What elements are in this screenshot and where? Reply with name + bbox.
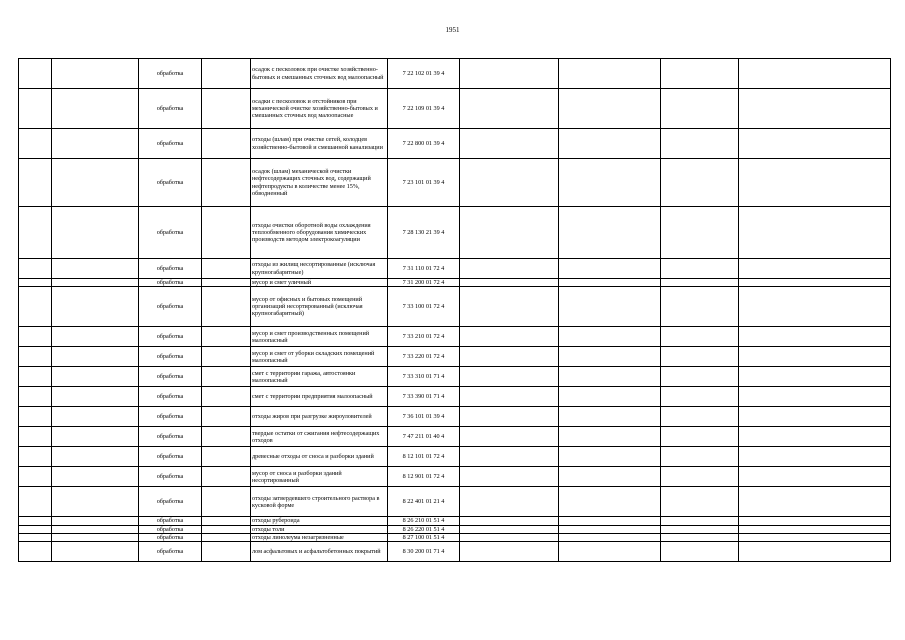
table-row [19, 387, 891, 407]
empty-cell [460, 447, 559, 467]
table-row [19, 347, 891, 367]
operation-cell: обработка [139, 487, 202, 517]
fkko-code-cell: 7 36 101 01 39 4 [388, 407, 460, 427]
empty-cell [460, 525, 559, 533]
fkko-code-cell: 8 26 210 01 51 4 [388, 517, 460, 525]
empty-cell [661, 487, 739, 517]
fkko-code-cell: 7 33 390 01 71 4 [388, 387, 460, 407]
empty-cell [559, 533, 661, 541]
empty-cell [202, 525, 251, 533]
empty-cell [661, 467, 739, 487]
waste-name-cell: отходы толи [251, 525, 388, 533]
empty-cell [19, 327, 52, 347]
table-row [19, 467, 891, 487]
waste-name-cell: отходы жиров при разгрузке жироуловителей [251, 407, 388, 427]
empty-cell [460, 347, 559, 367]
table-row [19, 447, 891, 467]
empty-cell [559, 159, 661, 207]
empty-cell [52, 533, 139, 541]
empty-cell [460, 467, 559, 487]
empty-cell [52, 517, 139, 525]
empty-cell [661, 159, 739, 207]
empty-cell [739, 467, 891, 487]
waste-name-cell: смет с территории предприятия малоопасный [251, 387, 388, 407]
operation-cell: обработка [139, 327, 202, 347]
table-row [19, 207, 891, 259]
empty-cell [661, 517, 739, 525]
empty-cell [460, 287, 559, 327]
empty-cell [19, 129, 52, 159]
operation-cell: обработка [139, 407, 202, 427]
empty-cell [739, 89, 891, 129]
operation-cell: обработка [139, 129, 202, 159]
empty-cell [739, 129, 891, 159]
empty-cell [739, 517, 891, 525]
empty-cell [559, 525, 661, 533]
empty-cell [460, 387, 559, 407]
empty-cell [661, 533, 739, 541]
empty-cell [460, 59, 559, 89]
table-row [19, 407, 891, 427]
empty-cell [52, 89, 139, 129]
waste-name-cell: осадок (шлам) механической очистки нефтесодержащих сточных вод, содержащий нефтепродукты в количестве менее 15%, обводненный [251, 159, 388, 207]
empty-cell [52, 279, 139, 287]
empty-cell [202, 487, 251, 517]
table-row [19, 517, 891, 525]
table-row [19, 129, 891, 159]
empty-cell [739, 542, 891, 562]
empty-cell [661, 407, 739, 427]
table-row [19, 279, 891, 287]
empty-cell [202, 347, 251, 367]
empty-cell [202, 533, 251, 541]
operation-cell: обработка [139, 447, 202, 467]
empty-cell [19, 447, 52, 467]
waste-name-cell: отходы линолеума незагрязненные [251, 533, 388, 541]
operation-cell: обработка [139, 89, 202, 129]
empty-cell [460, 487, 559, 517]
empty-cell [661, 447, 739, 467]
empty-cell [661, 427, 739, 447]
empty-cell [559, 447, 661, 467]
waste-name-cell: отходы из жилищ несортированные (исключая крупногабаритные) [251, 259, 388, 279]
empty-cell [559, 427, 661, 447]
empty-cell [460, 259, 559, 279]
operation-cell: обработка [139, 427, 202, 447]
empty-cell [19, 89, 52, 129]
empty-cell [19, 387, 52, 407]
empty-cell [739, 59, 891, 89]
empty-cell [559, 287, 661, 327]
empty-cell [739, 407, 891, 427]
operation-cell: обработка [139, 467, 202, 487]
waste-name-cell: отходы затвердевшего строительного раствора в кусковой форме [251, 487, 388, 517]
empty-cell [559, 517, 661, 525]
empty-cell [19, 367, 52, 387]
empty-cell [52, 259, 139, 279]
empty-cell [661, 259, 739, 279]
empty-cell [559, 387, 661, 407]
operation-cell: обработка [139, 159, 202, 207]
empty-cell [739, 447, 891, 467]
empty-cell [52, 467, 139, 487]
fkko-code-cell: 7 31 110 01 72 4 [388, 259, 460, 279]
fkko-code-cell: 8 12 901 01 72 4 [388, 467, 460, 487]
waste-table [18, 58, 891, 562]
empty-cell [52, 347, 139, 367]
empty-cell [52, 407, 139, 427]
empty-cell [202, 327, 251, 347]
table-row [19, 89, 891, 129]
empty-cell [52, 542, 139, 562]
empty-cell [739, 159, 891, 207]
empty-cell [559, 259, 661, 279]
empty-cell [559, 207, 661, 259]
waste-name-cell: смет с территории гаража, автостоянки малоопасный [251, 367, 388, 387]
empty-cell [460, 367, 559, 387]
empty-cell [460, 327, 559, 347]
fkko-code-cell: 8 30 200 01 71 4 [388, 542, 460, 562]
waste-name-cell: отходы рубероида [251, 517, 388, 525]
waste-name-cell: твердые остатки от сжигания нефтесодержащих отходов [251, 427, 388, 447]
empty-cell [19, 347, 52, 367]
empty-cell [739, 287, 891, 327]
waste-name-cell: отходы очистки оборотной воды охлаждения теплообменного оборудования химических производств методом электрокоагуляции [251, 207, 388, 259]
empty-cell [559, 367, 661, 387]
empty-cell [460, 207, 559, 259]
empty-cell [661, 367, 739, 387]
operation-cell: обработка [139, 525, 202, 533]
fkko-code-cell: 7 22 800 01 39 4 [388, 129, 460, 159]
empty-cell [559, 89, 661, 129]
empty-cell [460, 129, 559, 159]
waste-name-cell: древесные отходы от сноса и разборки зданий [251, 447, 388, 467]
empty-cell [739, 487, 891, 517]
empty-cell [52, 447, 139, 467]
empty-cell [52, 387, 139, 407]
empty-cell [52, 487, 139, 517]
table-row [19, 259, 891, 279]
empty-cell [661, 129, 739, 159]
empty-cell [202, 279, 251, 287]
empty-cell [739, 533, 891, 541]
table-row [19, 327, 891, 347]
table-row [19, 525, 891, 533]
empty-cell [202, 427, 251, 447]
empty-cell [202, 287, 251, 327]
empty-cell [19, 59, 52, 89]
empty-cell [202, 387, 251, 407]
operation-cell: обработка [139, 207, 202, 259]
empty-cell [19, 279, 52, 287]
waste-name-cell: мусор и смет от уборки складских помещений малоопасный [251, 347, 388, 367]
page-number: 1951 [445, 26, 460, 34]
fkko-code-cell: 7 31 200 01 72 4 [388, 279, 460, 287]
empty-cell [52, 427, 139, 447]
empty-cell [739, 279, 891, 287]
empty-cell [661, 327, 739, 347]
empty-cell [19, 259, 52, 279]
operation-cell: обработка [139, 59, 202, 89]
fkko-code-cell: 7 22 109 01 39 4 [388, 89, 460, 129]
empty-cell [19, 487, 52, 517]
fkko-code-cell: 7 33 220 01 72 4 [388, 347, 460, 367]
empty-cell [460, 542, 559, 562]
empty-cell [19, 467, 52, 487]
operation-cell: обработка [139, 387, 202, 407]
empty-cell [19, 407, 52, 427]
empty-cell [202, 367, 251, 387]
empty-cell [661, 525, 739, 533]
empty-cell [739, 259, 891, 279]
empty-cell [739, 207, 891, 259]
empty-cell [19, 159, 52, 207]
fkko-code-cell: 7 33 210 01 72 4 [388, 327, 460, 347]
fkko-code-cell: 7 33 100 01 72 4 [388, 287, 460, 327]
empty-cell [661, 542, 739, 562]
empty-cell [559, 59, 661, 89]
table-row [19, 287, 891, 327]
empty-cell [52, 367, 139, 387]
fkko-code-cell: 8 26 220 01 51 4 [388, 525, 460, 533]
empty-cell [202, 259, 251, 279]
empty-cell [661, 89, 739, 129]
empty-cell [559, 407, 661, 427]
empty-cell [202, 447, 251, 467]
empty-cell [52, 159, 139, 207]
empty-cell [19, 542, 52, 562]
table-row [19, 542, 891, 562]
empty-cell [559, 327, 661, 347]
empty-cell [739, 427, 891, 447]
operation-cell: обработка [139, 533, 202, 541]
empty-cell [52, 207, 139, 259]
empty-cell [19, 207, 52, 259]
empty-cell [739, 327, 891, 347]
operation-cell: обработка [139, 517, 202, 525]
empty-cell [559, 347, 661, 367]
empty-cell [739, 347, 891, 367]
empty-cell [661, 279, 739, 287]
waste-name-cell: осадок с песколовок при очистке хозяйственно-бытовых и смешанных сточных вод малоопасный [251, 59, 388, 89]
empty-cell [460, 159, 559, 207]
empty-cell [661, 387, 739, 407]
table-row [19, 367, 891, 387]
empty-cell [559, 487, 661, 517]
empty-cell [202, 129, 251, 159]
empty-cell [52, 525, 139, 533]
operation-cell: обработка [139, 279, 202, 287]
empty-cell [52, 129, 139, 159]
empty-cell [19, 533, 52, 541]
waste-name-cell: мусор от офисных и бытовых помещений организаций несортированный (исключая крупногабаритный) [251, 287, 388, 327]
waste-name-cell: осадки с песколовок и отстойников при механической очистке хозяйственно-бытовых и смешанных сточных вод малоопасные [251, 89, 388, 129]
empty-cell [460, 533, 559, 541]
fkko-code-cell: 8 22 401 01 21 4 [388, 487, 460, 517]
empty-cell [202, 517, 251, 525]
empty-cell [559, 129, 661, 159]
empty-cell [739, 525, 891, 533]
empty-cell [202, 542, 251, 562]
table-row [19, 533, 891, 541]
empty-cell [661, 207, 739, 259]
table-row [19, 159, 891, 207]
table-row [19, 427, 891, 447]
empty-cell [202, 89, 251, 129]
fkko-code-cell: 8 12 101 01 72 4 [388, 447, 460, 467]
empty-cell [460, 279, 559, 287]
waste-name-cell: мусор и смет уличный [251, 279, 388, 287]
operation-cell: обработка [139, 259, 202, 279]
empty-cell [19, 525, 52, 533]
empty-cell [661, 59, 739, 89]
empty-cell [19, 427, 52, 447]
empty-cell [460, 517, 559, 525]
empty-cell [52, 59, 139, 89]
waste-name-cell: отходы (шлам) при очистке сетей, колодцев хозяйственно-бытовой и смешанной канализации [251, 129, 388, 159]
empty-cell [202, 59, 251, 89]
empty-cell [460, 89, 559, 129]
empty-cell [460, 427, 559, 447]
empty-cell [559, 467, 661, 487]
table-row [19, 59, 891, 89]
empty-cell [19, 517, 52, 525]
fkko-code-cell: 7 28 130 21 39 4 [388, 207, 460, 259]
fkko-code-cell: 8 27 100 01 51 4 [388, 533, 460, 541]
empty-cell [661, 287, 739, 327]
fkko-code-cell: 7 33 310 01 71 4 [388, 367, 460, 387]
waste-name-cell: лом асфальтовых и асфальтобетонных покрытий [251, 542, 388, 562]
operation-cell: обработка [139, 542, 202, 562]
fkko-code-cell: 7 47 211 01 40 4 [388, 427, 460, 447]
empty-cell [52, 327, 139, 347]
empty-cell [202, 207, 251, 259]
waste-name-cell: мусор и смет производственных помещений малоопасный [251, 327, 388, 347]
empty-cell [202, 407, 251, 427]
fkko-code-cell: 7 22 102 01 39 4 [388, 59, 460, 89]
empty-cell [661, 347, 739, 367]
empty-cell [559, 542, 661, 562]
empty-cell [460, 407, 559, 427]
waste-name-cell: мусор от сноса и разборки зданий несортированный [251, 467, 388, 487]
empty-cell [19, 287, 52, 327]
empty-cell [739, 387, 891, 407]
empty-cell [559, 279, 661, 287]
operation-cell: обработка [139, 287, 202, 327]
fkko-code-cell: 7 23 101 01 39 4 [388, 159, 460, 207]
operation-cell: обработка [139, 347, 202, 367]
table-row [19, 487, 891, 517]
empty-cell [52, 287, 139, 327]
operation-cell: обработка [139, 367, 202, 387]
empty-cell [739, 367, 891, 387]
empty-cell [202, 159, 251, 207]
empty-cell [202, 467, 251, 487]
